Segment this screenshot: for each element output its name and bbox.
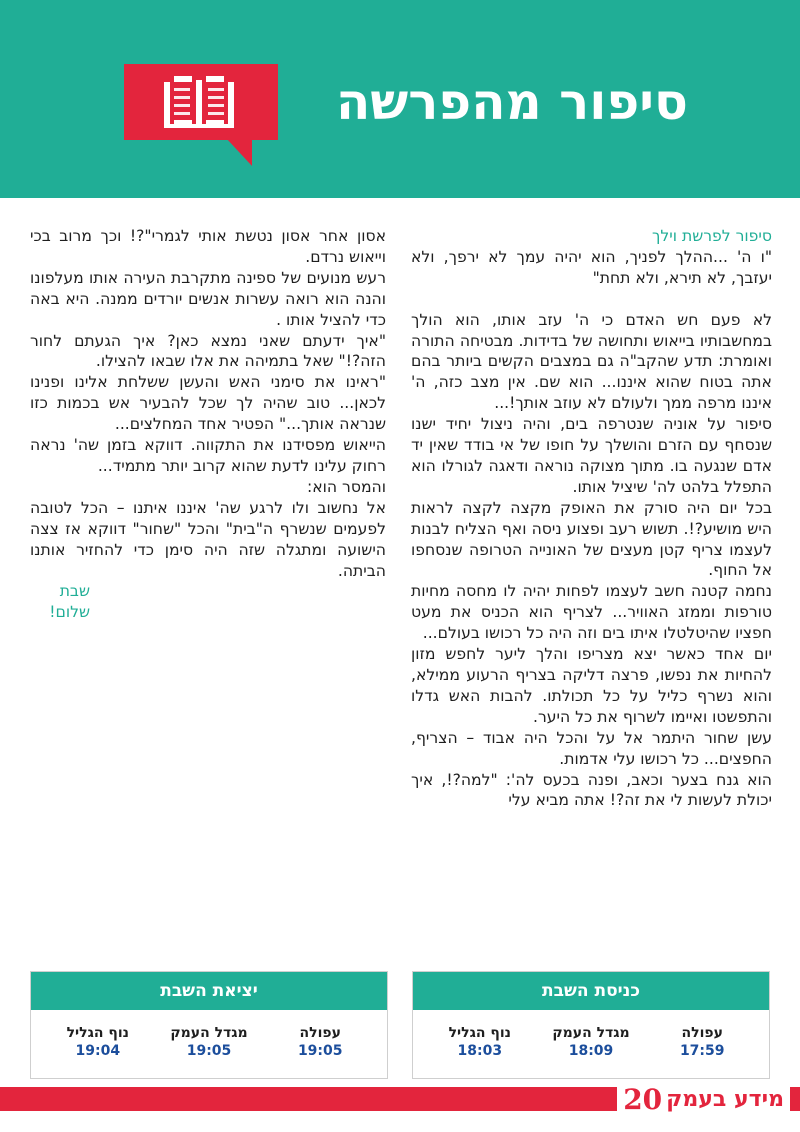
- city-time: 19:05: [297, 1043, 343, 1059]
- story-paragraph: רעש מנועים של ספינה מתקרבת העירה אותו מעלפונו והנה הוא רואה עשרות אנשים יורדים ממנה. היא באה כדי להציל אותו .: [30, 268, 386, 329]
- shabbat-exiting-title: יציאת השבת: [31, 972, 387, 1010]
- city-entry: [647, 1024, 757, 1060]
- city-name: עפולה: [299, 1025, 341, 1041]
- story-paragraph: הוא גנח בצער וכאב, ופנה בכעס לה': "למה?!, איך יכולת לעשות לי את זה?! אתה מביא עלי: [411, 770, 772, 810]
- shabbat-entering-title: כניסת השבת: [413, 972, 769, 1010]
- city-entry: [425, 1024, 535, 1060]
- story-subtitle: סיפור לפרשת וילך: [652, 227, 772, 245]
- city-time: 18:03: [457, 1043, 503, 1059]
- story-paragraph: יום אחד כאשר יצא מצריפו והלך ליער לחפש מזון להחיות את נפשו, פרצה דליקה בצריף הרעוע ממילא, והוא נשרף כליל על כל תכולתו. להבות האש גדלו והתפשטו ואיימו לשרוף את כל היער.: [411, 645, 772, 726]
- story-verse: "ו ה' ...ההלך לפניך, הוא יהיה עמך לא ירפך, ולא יעזבך, לא תירא, ולא תחת": [411, 247, 772, 287]
- story-paragraph: לא פעם חש האדם כי ה' עזב אותו, הוא הולך במחשבותיו בייאוש ותחושה של בדידות. מבטיחה התורה ואומרת: תדע שהקב"ה גם במצבים הקשים ביותר בהם אתה בטוח שהוא איננו... הוא שם. אין מצב כזה, ה' איננו מרפה ממך ולעולם לא עוזב אותך!...: [411, 310, 772, 413]
- city-time: 19:05: [186, 1043, 232, 1059]
- city-name: עפולה: [681, 1025, 723, 1041]
- city-entry: [154, 1024, 264, 1060]
- story-paragraph: "ראינו את סימני האש והעשן ששלחת אלינו ופנינו לכאן... טוב שהיה לך שכל להבעיר אש בכמות כזו שנראה אותך..." הפטיר אחד המחלצים...: [30, 373, 386, 434]
- story-paragraph: אל נחשוב ולו לרגע שה' איננו איתנו – הכל לטובה לפעמים שנשרף ה"בית" והכל "שחור" דווקא אז צצה הישועה ומתגלה שזה היה סימן כדי להחזיר אותנו הביתה.: [30, 498, 386, 580]
- story-paragraph: סיפור על אוניה שנטרפה בים, והיה ניצול יחיד ישנו שנסחף עם הזרם והושלך על חופו של אי בודד שאין יד אדם שנגעה בו. מתוך מצוקה נוראה ודאגה לגורלו הוא התפלל בלהט לה' שיציל אותו.: [411, 415, 772, 496]
- story-paragraph: הייאוש מפסידנו את התקווה. דווקא בזמן שה' נראה רחוק עלינו לדעת שהוא קרוב יותר מתמיד...: [30, 436, 386, 475]
- paragraph-spacer: [411, 289, 772, 310]
- story-paragraph: אסון אחר אסון נטשת אותי לגמרי"?! וכך מרוב בכי וייאוש נרדם.: [30, 227, 386, 266]
- story-paragraph: בכל יום היה סורק את האופק מקצה לקצה לראות היש מושיע?!. תשוש רעב ופצוע ניסה ואף הצליח לבנות לעצמו צריף קטן מעצים של האונייה הטרופה שנסחפו אל החוף.: [411, 498, 772, 580]
- closing-greeting: [30, 581, 386, 623]
- city-name: מגדל העמק: [552, 1025, 630, 1041]
- closing-greeting-text: שבת שלום!: [49, 582, 90, 622]
- city-time: 18:09: [568, 1043, 614, 1059]
- shabbat-entering-box: [412, 971, 770, 1079]
- city-times-row: [413, 1010, 769, 1060]
- story-paragraph: והמסר הוא:: [306, 477, 386, 496]
- page-title: סיפור מהפרשה: [335, 73, 688, 131]
- page-number: 20: [623, 1082, 663, 1116]
- open-book-icon: [160, 74, 238, 130]
- city-entry: [265, 1024, 375, 1060]
- story-paragraph: "איך ידעתם שאני נמצא כאן? איך הגעתם לחור הזה?!" שאל בתמיהה את אלו שבאו להצילו.: [30, 331, 386, 371]
- shabbat-exiting-box: [30, 971, 388, 1079]
- city-name: נוף הגליל: [66, 1025, 129, 1041]
- city-time: 19:04: [75, 1043, 121, 1059]
- city-entry: [536, 1024, 646, 1060]
- story-paragraph: עשן שחור היתמר אל על והכל היה אבוד – הצריף, החפצים... כל רכושו עלי אדמות.: [411, 728, 772, 768]
- story-column-right: [411, 226, 772, 811]
- city-entry: [43, 1024, 153, 1060]
- story-paragraph: נחמה קטנה חשב לעצמו לפחות יהיה לו מחסה מחיות טורפות וממזג האוויר... לצריף הוא הכניס את מעט חפציו שהיטלטלו איתו בים וזה היה כל רכושו בעולם...: [411, 582, 772, 643]
- city-time: 17:59: [679, 1043, 725, 1059]
- brand-name: מידע בעמק: [666, 1086, 784, 1112]
- city-times-row: [31, 1010, 387, 1060]
- city-name: נוף הגליל: [448, 1025, 511, 1041]
- story-column-left: [30, 226, 386, 623]
- city-name: מגדל העמק: [170, 1025, 248, 1041]
- footer-logo: [617, 1082, 790, 1116]
